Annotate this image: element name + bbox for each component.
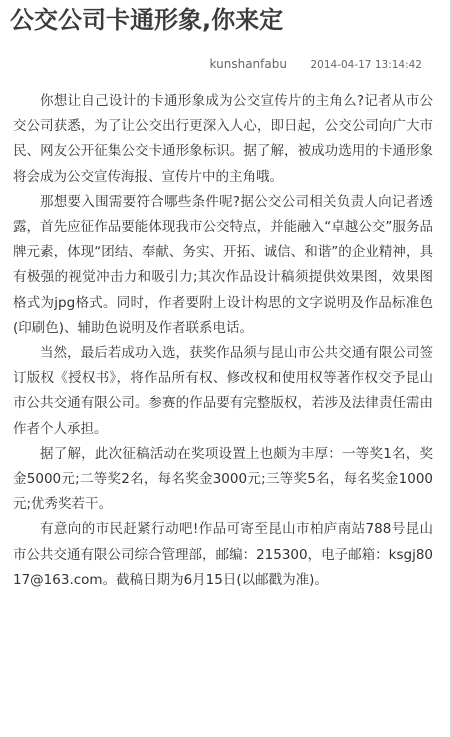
article-author[interactable]: kunshanfabu (209, 57, 287, 71)
article-paragraph-1: 你想让自己设计的卡通形象成为公交宣传片的主角么?记者从市公交公司获悉，为了让公交出行更深入人心，即日起，公交公司向广大市民、网友公开征集公交卡通形象标识。据了解，被成功选用的卡通形象将会成为公交宣传海报、宣传片中的主角哦。 (13, 93, 433, 185)
article-meta (0, 56, 422, 73)
article-body (13, 89, 433, 593)
article-paragraph-3: 当然，最后若成功入选，获奖作品须与昆山市公共交通有限公司签订版权《授权书》，将作品所有权、修改权和使用权等著作权交予昆山市公共交通有限公司。参赛的作品要有完整版权，若涉及法律责任需由作者个人承担。 (13, 345, 433, 437)
article-paragraph-5: 有意向的市民赶紧行动吧!作品可寄至昆山市柏庐南站788号昆山市公共交通有限公司综合管理部，邮编：215300，电子邮箱：ksgj8017@163.com。截稿日期为6月15日(以邮戳为准)。 (13, 521, 433, 588)
article-paragraph-4: 据了解，此次征稿活动在奖项设置上也颇为丰厚：一等奖1名，奖金5000元;二等奖2名，每名奖金3000元;三等奖5名，每名奖金1000元;优秀奖若干。 (13, 445, 433, 513)
article-date: 2014-04-17 13:14:42 (310, 59, 422, 71)
article-paragraph-2: 那想要入围需要符合哪些条件呢?据公交公司相关负责人向记者透露，首先应征作品要能体现我市公交特点，并能融入“卓越公交”服务品牌元素，体现“团结、奉献、务实、开拓、诚信、和谐”的企业精神，具有极强的视觉冲击力和吸引力;其次作品设计稿须提供效果图，效果图格式为jpg格式。同时，作者要附上设计构思的文字说明及作品标准色(印刷色)、辅助色说明及作者联系电话。 (13, 193, 433, 336)
article-title: 公交公司卡通形象,你来定 (10, 6, 284, 34)
